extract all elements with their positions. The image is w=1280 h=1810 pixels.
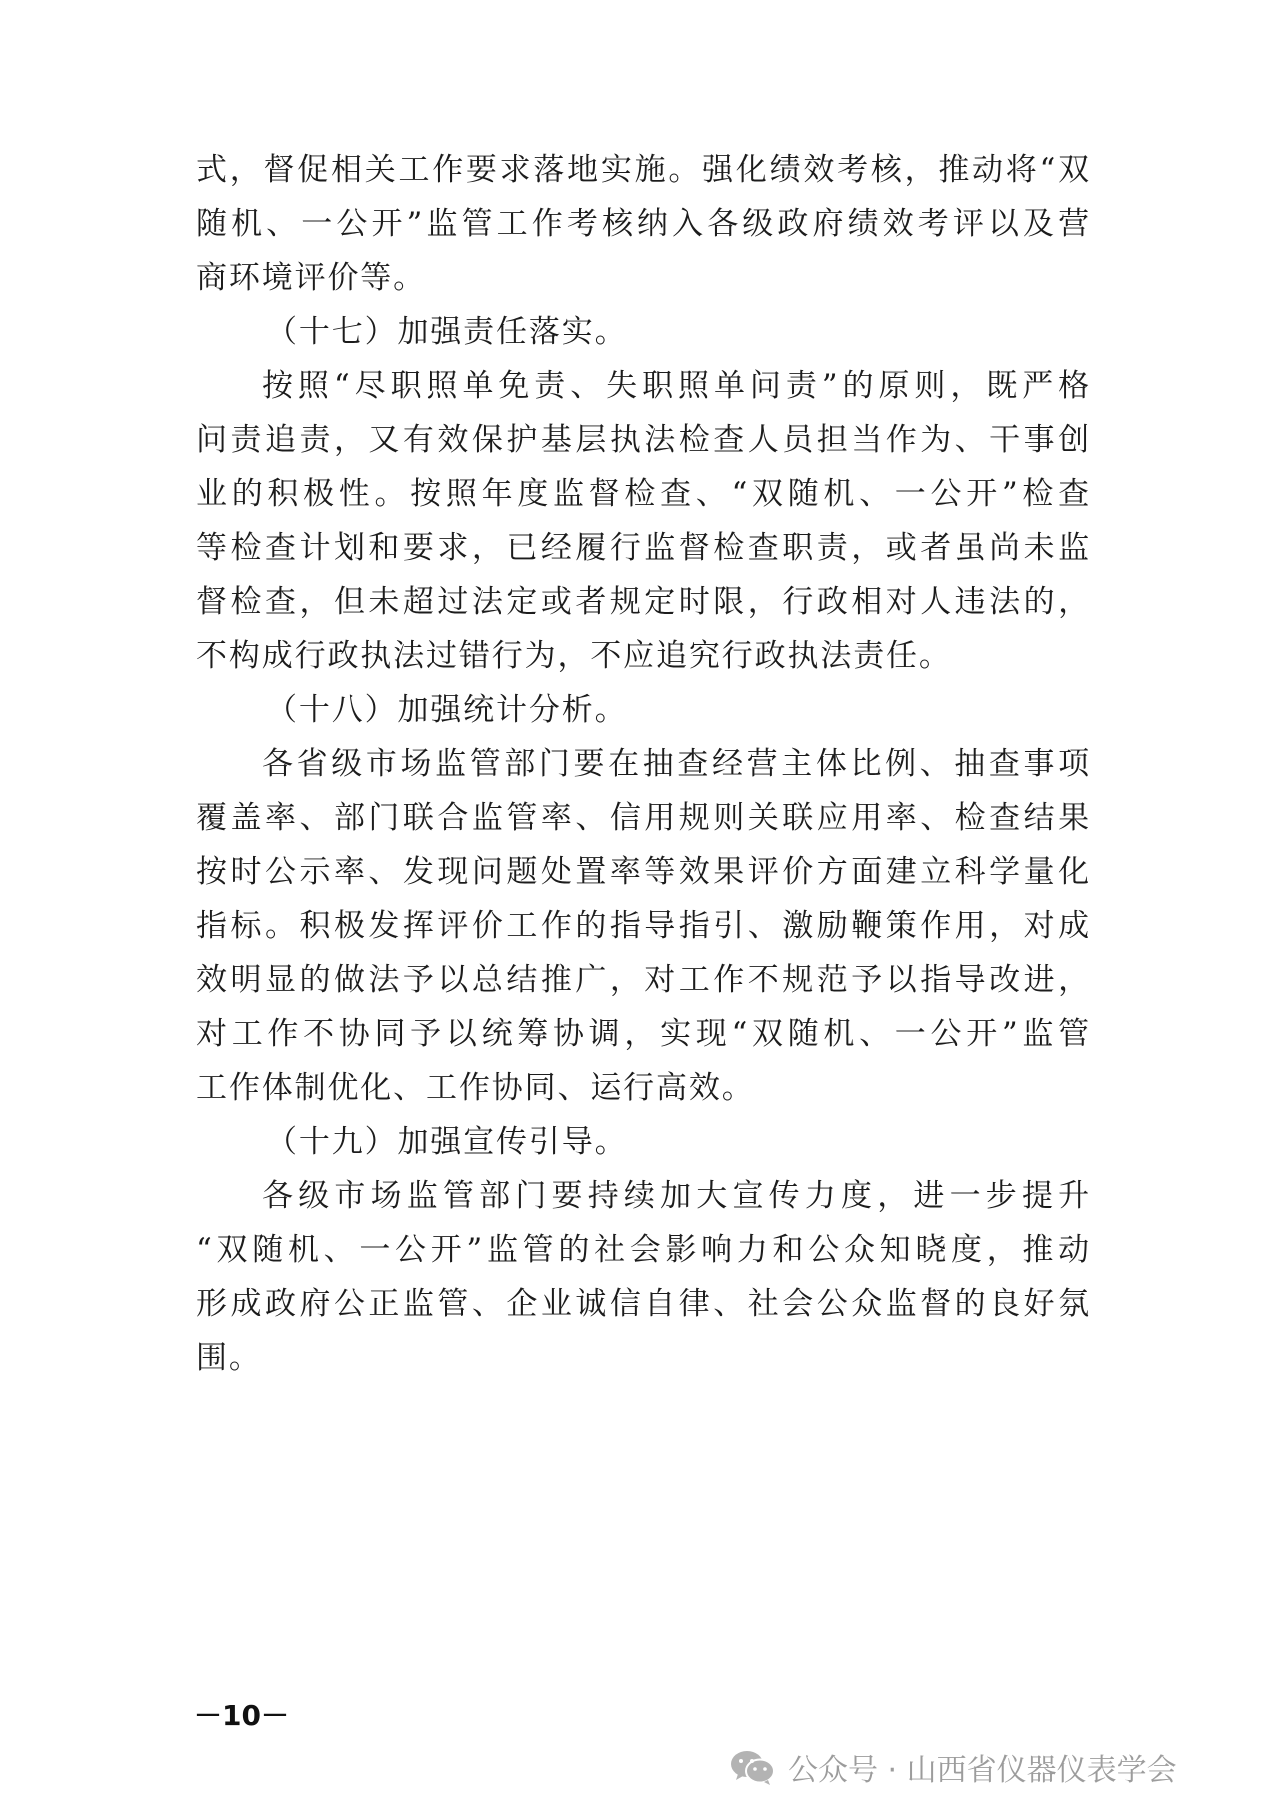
section-heading: （十九）加强宣传引导。 (266, 1124, 628, 1160)
document-line: 对工作不协同予以统筹协调，实现“双随机、一公开”监管 (196, 1016, 1091, 1052)
watermark (728, 1745, 1177, 1789)
section-heading: （十八）加强统计分析。 (266, 692, 628, 728)
document-line: 工作体制优化、工作协同、运行高效。 (196, 1070, 755, 1106)
document-lines (196, 143, 1091, 1385)
document-line: 不构成行政执法过错行为，不应追究行政执法责任。 (196, 638, 952, 674)
document-line: 指标。积极发挥评价工作的指导指引、激励鞭策作用，对成 (196, 908, 1091, 944)
document-line: 形成政府公正监管、企业诚信自律、社会公众监督的良好氛 (196, 1286, 1091, 1322)
document-line: 问责追责，又有效保护基层执法检查人员担当作为、干事创 (196, 422, 1091, 458)
watermark-text: 公众号 · 山西省仪器仪表学会 (788, 1753, 1177, 1788)
page-number: －10－ (194, 1699, 289, 1732)
document-line: 等检查计划和要求，已经履行监督检查职责，或者虽尚未监 (196, 530, 1091, 566)
document-line: 业的积极性。按照年度监督检查、“双随机、一公开”检查 (196, 476, 1091, 512)
document-line: 各级市场监管部门要持续加大宣传力度，进一步提升 (262, 1178, 1091, 1214)
document-line: “双随机、一公开”监管的社会影响力和公众知晓度，推动 (196, 1232, 1091, 1268)
document-line: 式，督促相关工作要求落地实施。强化绩效考核，推动将“双 (196, 152, 1091, 188)
document-line: 商环境评价等。 (196, 260, 427, 296)
document-line: 随机、一公开”监管工作考核纳入各级政府绩效考评以及营 (196, 206, 1091, 242)
document-body (196, 143, 1091, 1385)
wechat-icon (728, 1747, 778, 1787)
document-line: 按照“尽职照单免责、失职照单问责”的原则，既严格 (262, 368, 1091, 404)
section-heading: （十七）加强责任落实。 (266, 314, 628, 350)
document-line: 围。 (196, 1340, 262, 1376)
document-line: 按时公示率、发现问题处置率等效果评价方面建立科学量化 (196, 854, 1091, 890)
document-line: 各省级市场监管部门要在抽查经营主体比例、抽查事项 (262, 746, 1091, 782)
document-line: 覆盖率、部门联合监管率、信用规则关联应用率、检查结果 (196, 800, 1091, 836)
document-line: 效明显的做法予以总结推广，对工作不规范予以指导改进， (196, 962, 1091, 998)
document-line: 督检查，但未超过法定或者规定时限，行政相对人违法的， (196, 584, 1091, 620)
